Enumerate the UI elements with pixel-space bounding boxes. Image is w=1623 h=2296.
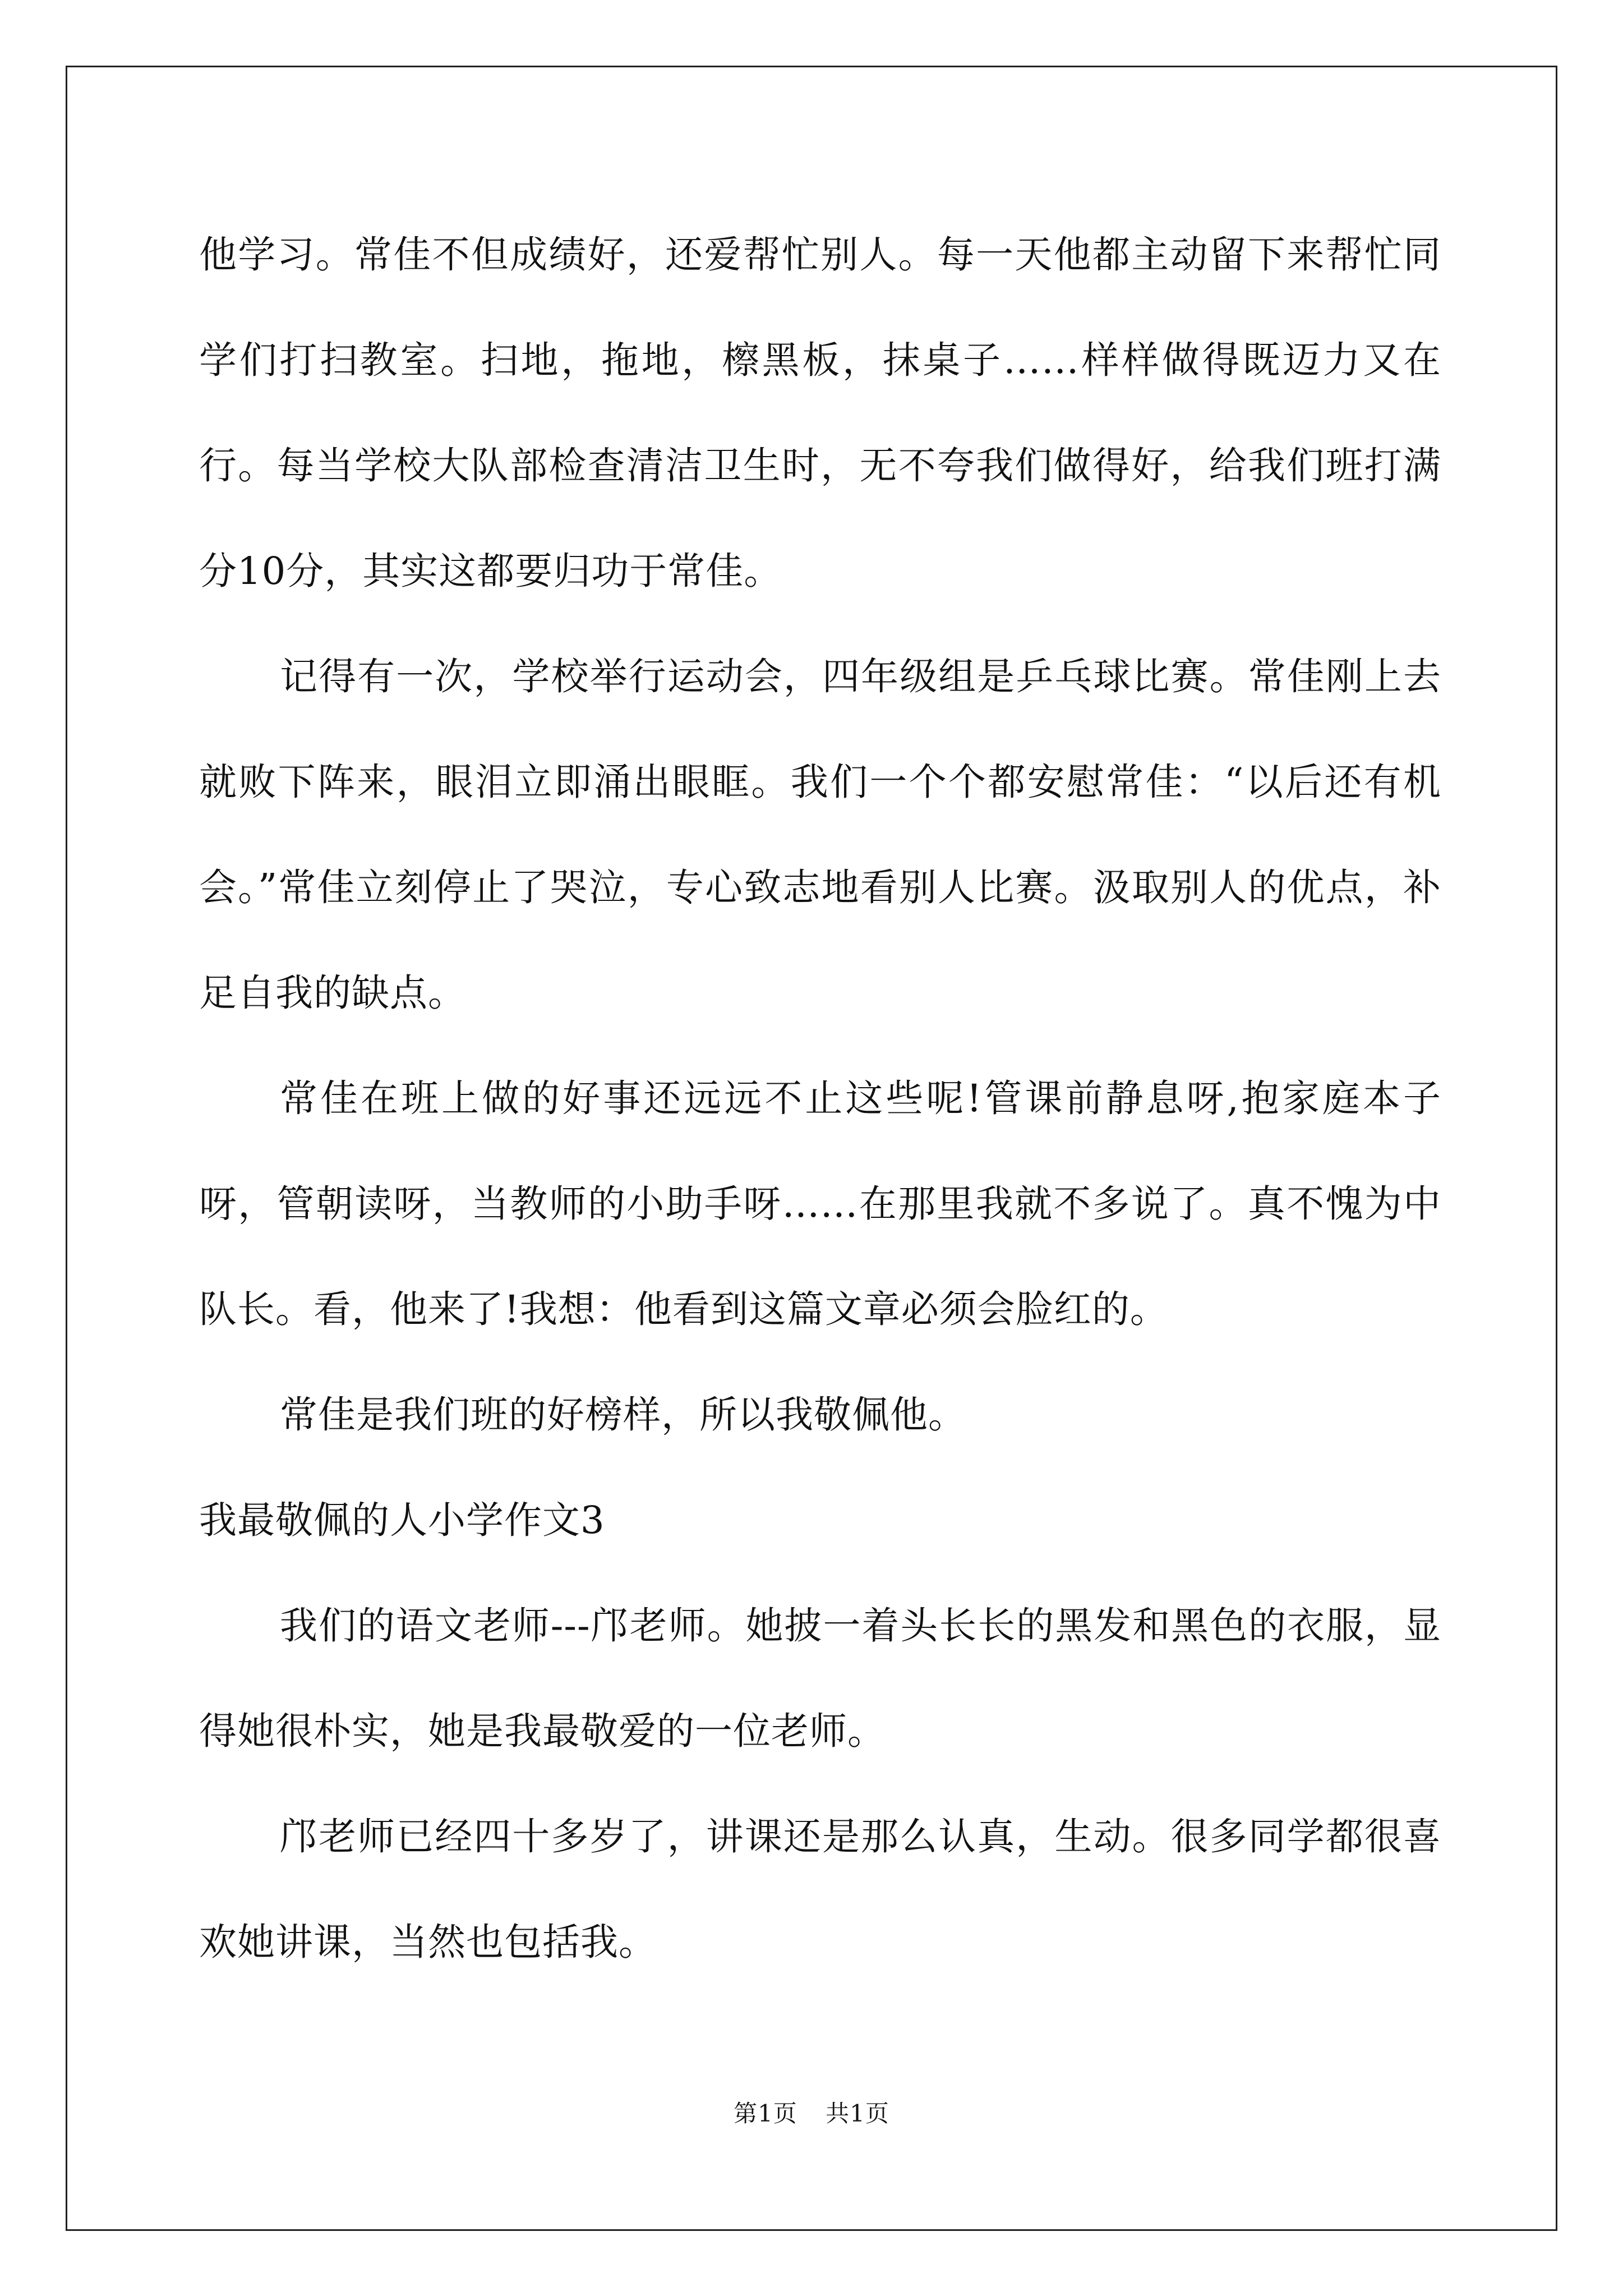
page-footer [0, 2095, 1623, 2129]
paragraph-1: 他学习。常佳不但成绩好，还爱帮忙别人。每一天他都主动留下来帮忙同学们打扫教室。扫地，拖地，檫黑板，抹桌子……样样做得既迈力又在行。每当学校大队部检查清洁卫生时，无不夸我们做得好，给我们班打满分10分，其实这都要归功于常佳。 [199, 233, 1441, 593]
document-body [199, 202, 1441, 1995]
paragraph-3: 常佳在班上做的好事还远远不止这些呢!管课前静息呀,抱家庭本子呀，管朝读呀，当教师的小助手呀……在那里我就不多说了。真不愧为中队长。看，他来了!我想：他看到这篇文章必须会脸红的。 [199, 1076, 1441, 1331]
paragraph-4: 常佳是我们班的好榜样，所以我敬佩他。 [280, 1393, 966, 1437]
page-number-current: 第1页 [734, 2100, 797, 2127]
paragraph-6: 邝老师已经四十多岁了，讲课还是那么认真，生动。很多同学都很喜欢她讲课，当然也包括我。 [199, 1815, 1441, 1964]
paragraph-2: 记得有一次，学校举行运动会，四年级组是乒乓球比赛。常佳刚上去就败下阵来，眼泪立即涌出眼眶。我们一个个都安慰常佳：“以后还有机会。”常佳立刻停止了哭泣，专心致志地看别人比赛。汲取别人的优点，补足自我的缺点。 [199, 655, 1441, 1015]
section-heading: 我最敬佩的人小学作文3 [199, 1498, 605, 1542]
paragraph-5: 我们的语文老师---邝老师。她披一着头长长的黑发和黑色的衣服，显得她很朴实，她是我最敬爱的一位老师。 [199, 1604, 1441, 1753]
page-number-total: 共1页 [826, 2100, 889, 2127]
